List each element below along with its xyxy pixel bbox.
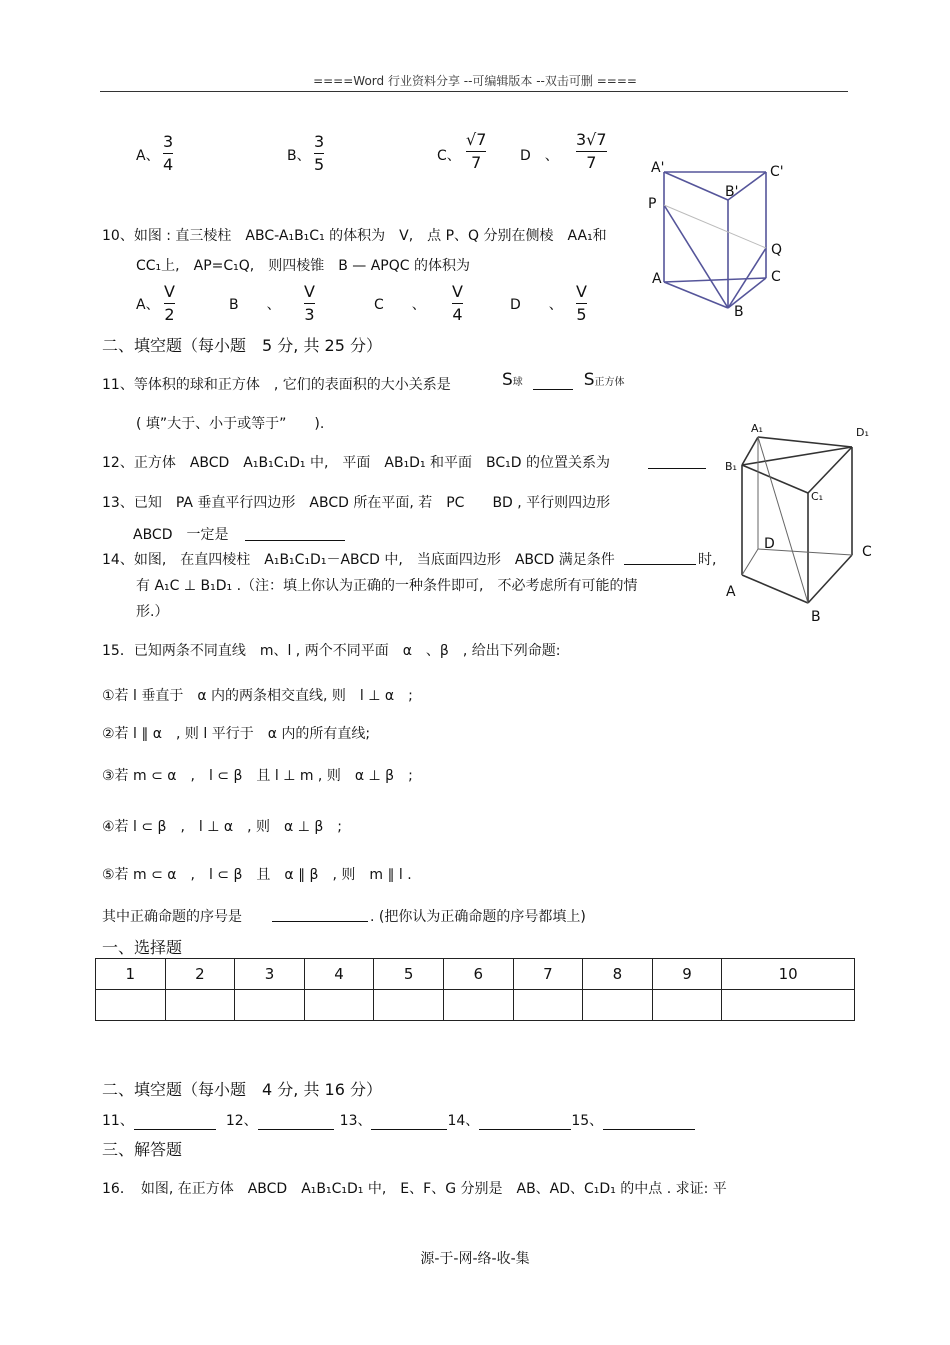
numerator: V: [576, 282, 587, 301]
answer-cell-2[interactable]: [165, 990, 235, 1021]
s-ball-sub: 球: [512, 377, 523, 388]
quad-prism-figure: [720, 415, 870, 615]
fig2-label-c: C: [862, 544, 872, 560]
denominator: 4: [163, 155, 174, 174]
q10-option-d-fraction: [576, 282, 587, 325]
answer-cell-9[interactable]: [652, 990, 722, 1021]
denominator: 5: [576, 305, 587, 324]
answer-cell-6[interactable]: [443, 990, 513, 1021]
answer-col-1: 1: [96, 959, 166, 990]
s-ball: S: [502, 370, 513, 390]
q15-proposition-4: ④若 l ⊂ β , l ⊥ α , 则 α ⊥ β ;: [102, 819, 342, 835]
fill-blank-12[interactable]: [258, 1115, 334, 1130]
answer-cell-1[interactable]: [96, 990, 166, 1021]
answer-col-8: 8: [583, 959, 653, 990]
q14-line1-end: 时,: [698, 552, 717, 568]
q9-option-c-label: C、: [437, 148, 461, 164]
denominator: 5: [314, 155, 325, 174]
q13-blank[interactable]: [245, 526, 345, 541]
answer-col-2: 2: [165, 959, 235, 990]
q10-option-a-fraction: [164, 282, 175, 325]
q15-blank[interactable]: [272, 907, 368, 922]
denominator: 7: [471, 153, 482, 172]
q14-line2: 有 A₁C ⊥ B₁D₁ .（注：填上你认为正确的一种条件即可, 不必考虑所有可能的情: [136, 578, 638, 594]
fill-blank-15[interactable]: [603, 1115, 695, 1130]
denominator: 7: [586, 153, 597, 172]
fill-label-14: 14、: [447, 1113, 480, 1129]
fig1-label-a-prime: A': [651, 160, 665, 176]
numerator: V: [452, 282, 463, 301]
q14-blank[interactable]: [624, 550, 696, 565]
fig2-label-d: D: [764, 536, 775, 552]
fig2-label-a1: A₁: [751, 422, 763, 435]
answer-table-input-row: [96, 990, 855, 1021]
fig2-label-a: A: [726, 584, 736, 600]
q11-blank[interactable]: [533, 375, 573, 390]
q15-proposition-5: ⑤若 m ⊂ α , l ⊂ β 且 α ∥ β , 则 m ∥ l .: [102, 867, 412, 883]
numerator: √7: [466, 130, 487, 149]
q11-line1: 11、等体积的球和正方体 , 它们的表面积的大小关系是: [102, 377, 451, 393]
answer-table: [95, 958, 855, 1021]
q15-ending-b: . (把你认为正确命题的序号都填上): [370, 909, 586, 925]
answer-col-9: 9: [652, 959, 722, 990]
q9-option-d-fraction: [576, 130, 607, 173]
fill-label-13: 13、: [339, 1113, 372, 1129]
denominator: 3: [304, 305, 315, 324]
q16-text: 16． 如图, 在正方体 ABCD A₁B₁C₁D₁ 中, E、F、G 分别是 AB、AD、C₁D₁ 的中点 . 求证: 平: [102, 1181, 727, 1197]
q10-option-b-fraction: [304, 282, 315, 325]
q12-text: 12、正方体 ABCD A₁B₁C₁D₁ 中, 平面 AB₁D₁ 和平面 BC₁D 的位置关系为: [102, 455, 611, 471]
q9-option-c-fraction: [466, 130, 486, 173]
fig2-label-b1: B₁: [725, 460, 737, 473]
denominator: 2: [164, 305, 175, 324]
answer-col-4: 4: [304, 959, 374, 990]
q10-option-a-label: A、: [136, 297, 160, 313]
q10-option-d-label: D 、: [510, 297, 563, 313]
fig2-label-c1: C₁: [811, 490, 824, 503]
answer-cell-8[interactable]: [583, 990, 653, 1021]
fill-label-11: 11、: [102, 1113, 134, 1129]
answer-cell-5[interactable]: [374, 990, 444, 1021]
q11-line2: ( 填”大于、小于或等于” ).: [136, 416, 325, 432]
q13-line1: 13、已知 PA 垂直平行四边形 ABCD 所在平面, 若 PC BD , 平行则四边形: [102, 495, 611, 511]
numerator: V: [304, 282, 315, 301]
answer-cell-3[interactable]: [235, 990, 305, 1021]
q9-option-d-label: D 、: [520, 148, 559, 164]
fill-blank-11[interactable]: [134, 1115, 216, 1130]
q9-option-a-fraction: [163, 132, 173, 175]
answer-col-6: 6: [443, 959, 513, 990]
q10-option-c-label: C 、: [374, 297, 426, 313]
page-footer: 源-于-网-络-收-集: [420, 1251, 530, 1267]
page-header: ====Word 行业资料分享 --可编辑版本 --双击可删 ====: [313, 74, 637, 88]
q9-option-a-label: A、: [136, 148, 160, 164]
answer-fill-line: [102, 1110, 695, 1130]
fig1-label-c: C: [771, 269, 781, 285]
q9-option-b-fraction: [314, 132, 324, 175]
fill-label-12: 12、: [225, 1113, 258, 1129]
fig1-label-q: Q: [771, 242, 783, 258]
q13-line2: ABCD 一定是: [133, 527, 229, 543]
q10-option-c-fraction: [452, 282, 463, 325]
answer-cell-4[interactable]: [304, 990, 374, 1021]
q14-line1: 14、如图, 在直四棱柱 A₁B₁C₁D₁－ABCD 中, 当底面四边形 ABCD 满足条件: [102, 552, 615, 568]
answer-col-5: 5: [374, 959, 444, 990]
s-cube: S: [583, 370, 595, 390]
q12-blank[interactable]: [648, 454, 706, 469]
fig1-label-c-prime: C': [770, 164, 784, 180]
answer-cell-10[interactable]: [722, 990, 855, 1021]
q15-intro: 15．已知两条不同直线 m、l , 两个不同平面 α 、β , 给出下列命题:: [102, 643, 561, 659]
fig2-label-d1: D₁: [856, 426, 869, 439]
answer-col-3: 3: [235, 959, 305, 990]
numerator: 3: [163, 132, 174, 151]
q10-line1: 10、如图 : 直三棱柱 ABC-A₁B₁C₁ 的体积为 V, 点 P、Q 分别在侧棱 AA₁和: [102, 228, 607, 244]
q10-line2: CC₁上, AP=C₁Q, 则四棱锥 B — APQC 的体积为: [136, 258, 470, 274]
q10-option-b-label: B 、: [229, 297, 281, 313]
numerator: 3: [314, 132, 325, 151]
q15-ending-a: 其中正确命题的序号是: [102, 909, 242, 925]
answer-cell-7[interactable]: [513, 990, 583, 1021]
answer-col-7: 7: [513, 959, 583, 990]
fig1-label-b-prime: B': [725, 184, 739, 200]
q15-proposition-3: ③若 m ⊂ α , l ⊂ β 且 l ⊥ m , 则 α ⊥ β ;: [102, 768, 413, 784]
q14-line3: 形.）: [136, 604, 169, 620]
numerator: V: [164, 282, 175, 301]
q9-option-b-label: B、: [287, 148, 311, 164]
answer-solve-title: 三、解答题: [102, 1140, 183, 1159]
fill-blank-14[interactable]: [479, 1115, 571, 1130]
answer-table-header-row: [96, 959, 855, 990]
fig1-label-a: A: [652, 271, 662, 287]
q15-proposition-2: ②若 l ∥ α , 则 l 平行于 α 内的所有直线;: [102, 726, 371, 742]
numerator: 3√7: [576, 130, 607, 149]
fig1-label-p: P: [648, 196, 657, 212]
fig2-label-b: B: [811, 609, 821, 625]
answer-col-10: 10: [722, 959, 855, 990]
fill-blank-13[interactable]: [371, 1115, 447, 1130]
section2-title: 二、填空题（每小题 5 分, 共 25 分）: [102, 336, 382, 355]
answer-fill-title: 二、填空题（每小题 4 分, 共 16 分）: [102, 1080, 382, 1099]
q11-comparison: [502, 370, 625, 390]
fig1-label-b: B: [734, 304, 744, 320]
denominator: 4: [452, 305, 463, 324]
answer-choice-title: 一、选择题: [102, 938, 183, 957]
header-rule: [100, 91, 848, 92]
fill-label-15: 15、: [571, 1113, 604, 1129]
s-cube-sub: 正方体: [594, 377, 625, 388]
q15-proposition-1: ①若 l 垂直于 α 内的两条相交直线, 则 l ⊥ α ;: [102, 688, 413, 704]
